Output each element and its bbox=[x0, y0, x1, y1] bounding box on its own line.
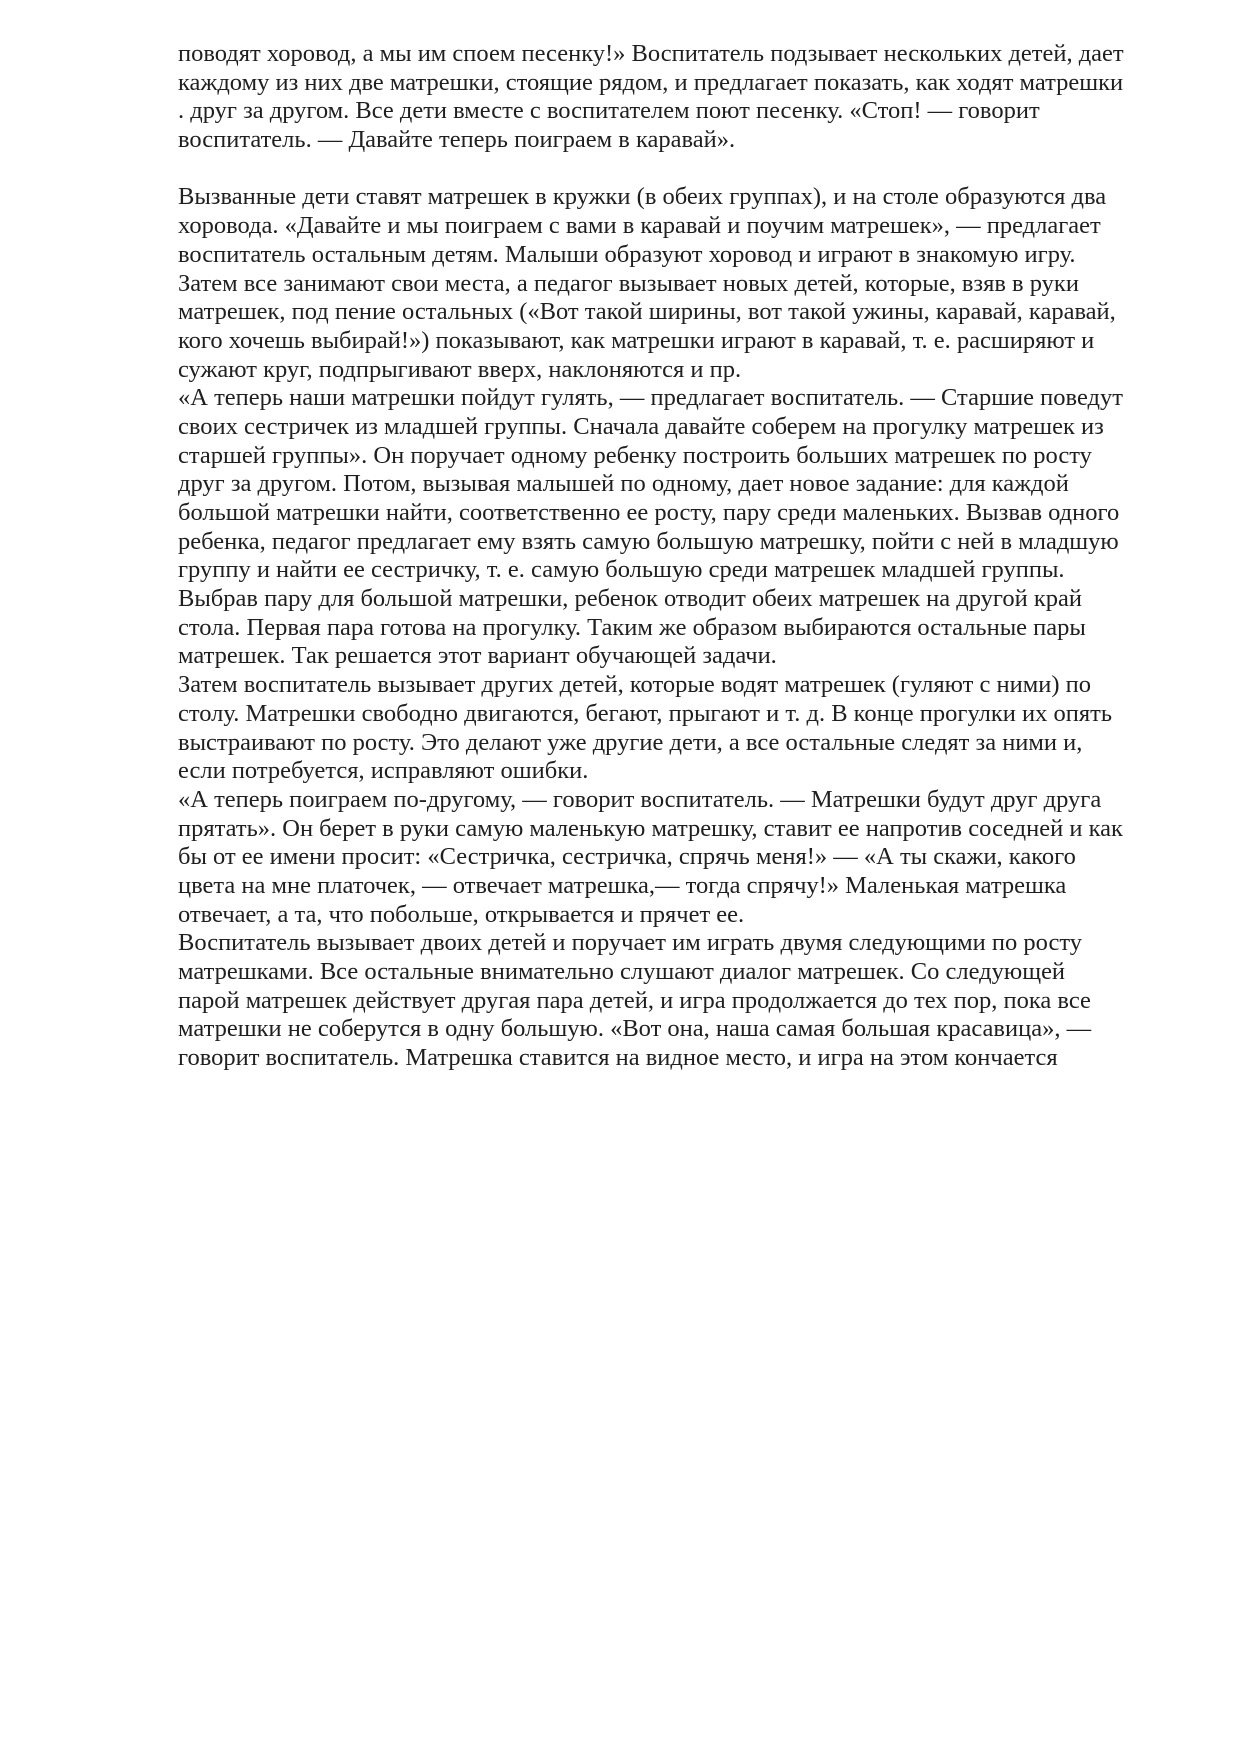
document-body-text bbox=[178, 40, 1178, 1073]
text-line: Затем все занимают свои места, а педагог вызывает новых детей, которые, взяв в руки bbox=[178, 269, 1079, 297]
text-line: «А теперь поиграем по-другому, — говорит воспитатель. — Матрешки будут друг друга bbox=[178, 785, 1102, 813]
text-line: если потребуется, исправляют ошибки. bbox=[178, 757, 589, 785]
text-line: Затем воспитатель вызывает других детей, которые водят матрешек (гуляют с ними) по bbox=[178, 671, 1091, 699]
text-line: большой матрешки найти, соответственно ее росту, пару среди маленьких. Вызвав одного bbox=[178, 499, 1120, 526]
text-line: воспитатель. — Давайте теперь поиграем в каравай». bbox=[178, 126, 736, 154]
text-line: «А теперь наши матрешки пойдут гулять, — предлагает воспитатель. — Старшие поведут bbox=[178, 384, 1123, 412]
text-line: цвета на мне платочек, — отвечает матрешка,— тогда спрячу!» Маленькая матрешка bbox=[178, 871, 1067, 899]
text-line: говорит воспитатель. Матрешка ставится на видное место, и игра на этом кончается bbox=[178, 1044, 1058, 1072]
text-line: старшей группы». Он поручает одному ребенку построить больших матрешек по росту bbox=[178, 441, 1092, 469]
text-line: воспитатель остальным детям. Малыши образуют хоровод и играют в знакомую игру. bbox=[178, 240, 1076, 268]
text-line: поводят хоровод, а мы им споем песенку!» Воспитатель подзывает нескольких детей, дает bbox=[178, 40, 1124, 67]
text-line: кого хочешь выбирай!») показывают, как матрешки играют в каравай, т. е. расширяют и bbox=[178, 326, 1095, 354]
text-line: столу. Матрешки свободно двигаются, бегают, прыгают и т. д. В конце прогулки их опять bbox=[178, 699, 1113, 727]
text-line: выстраивают по росту. Это делают уже другие дети, а все остальные следят за ними и, bbox=[178, 728, 1083, 756]
text-line: матрешки не соберутся в одну большую. «Вот она, наша самая большая красавица», — bbox=[178, 1015, 1092, 1043]
paragraph-gap bbox=[178, 155, 1178, 184]
text-line: прятать». Он берет в руки самую маленькую матрешку, ставит ее напротив соседней и как bbox=[178, 814, 1123, 842]
text-line: Воспитатель вызывает двоих детей и поручает им играть двумя следующими по росту bbox=[178, 929, 1082, 957]
text-line: ребенка, педагог предлагает ему взять самую большую матрешку, пойти с ней в младшую bbox=[178, 527, 1119, 555]
text-line: Выбрав пару для большой матрешки, ребенок отводит обеих матрешек на другой край bbox=[178, 585, 1082, 613]
text-line: хоровода. «Давайте и мы поиграем с вами в каравай и поучим матрешек», — предлагает bbox=[178, 212, 1101, 240]
text-line: бы от ее имени просит: «Сестричка, сестричка, спрячь меня!» — «А ты скажи, какого bbox=[178, 843, 1076, 871]
text-line: сужают круг, подпрыгивают вверх, наклоняются и пр. bbox=[178, 355, 742, 383]
text-line: отвечает, а та, что побольше, открывается и прячет ее. bbox=[178, 900, 745, 928]
text-line: матрешками. Все остальные внимательно слушают диалог матрешек. Со следующей bbox=[178, 958, 1066, 985]
text-line: матрешек, под пение остальных («Вот такой ширины, вот такой ужины, каравай, каравай, bbox=[178, 298, 1116, 326]
text-line: группу и найти ее сестричку, т. е. самую большую среди матрешек младшей группы. bbox=[178, 556, 1065, 584]
text-line: Вызванные дети ставят матрешек в кружки (в обеих группах), и на столе образуются два bbox=[178, 183, 1107, 211]
text-line: друг за другом. Потом, вызывая малышей по одному, дает новое задание: для каждой bbox=[178, 470, 1069, 498]
text-line: . друг за другом. Все дети вместе с воспитателем поют песенку. «Стоп! — говорит bbox=[178, 97, 1040, 125]
text-line: парой матрешек действует другая пара детей, и игра продолжается до тех пор, пока все bbox=[178, 986, 1091, 1014]
text-line: своих сестричек из младшей группы. Сначала давайте соберем на прогулку матрешек из bbox=[178, 412, 1104, 440]
text-line: каждому из них две матрешки, стоящие рядом, и предлагает показать, как ходят матрешки bbox=[178, 68, 1124, 96]
text-line: матрешек. Так решается этот вариант обучающей задачи. bbox=[178, 642, 777, 670]
text-line: стола. Первая пара готова на прогулку. Таким же образом выбираются остальные пары bbox=[178, 613, 1086, 641]
